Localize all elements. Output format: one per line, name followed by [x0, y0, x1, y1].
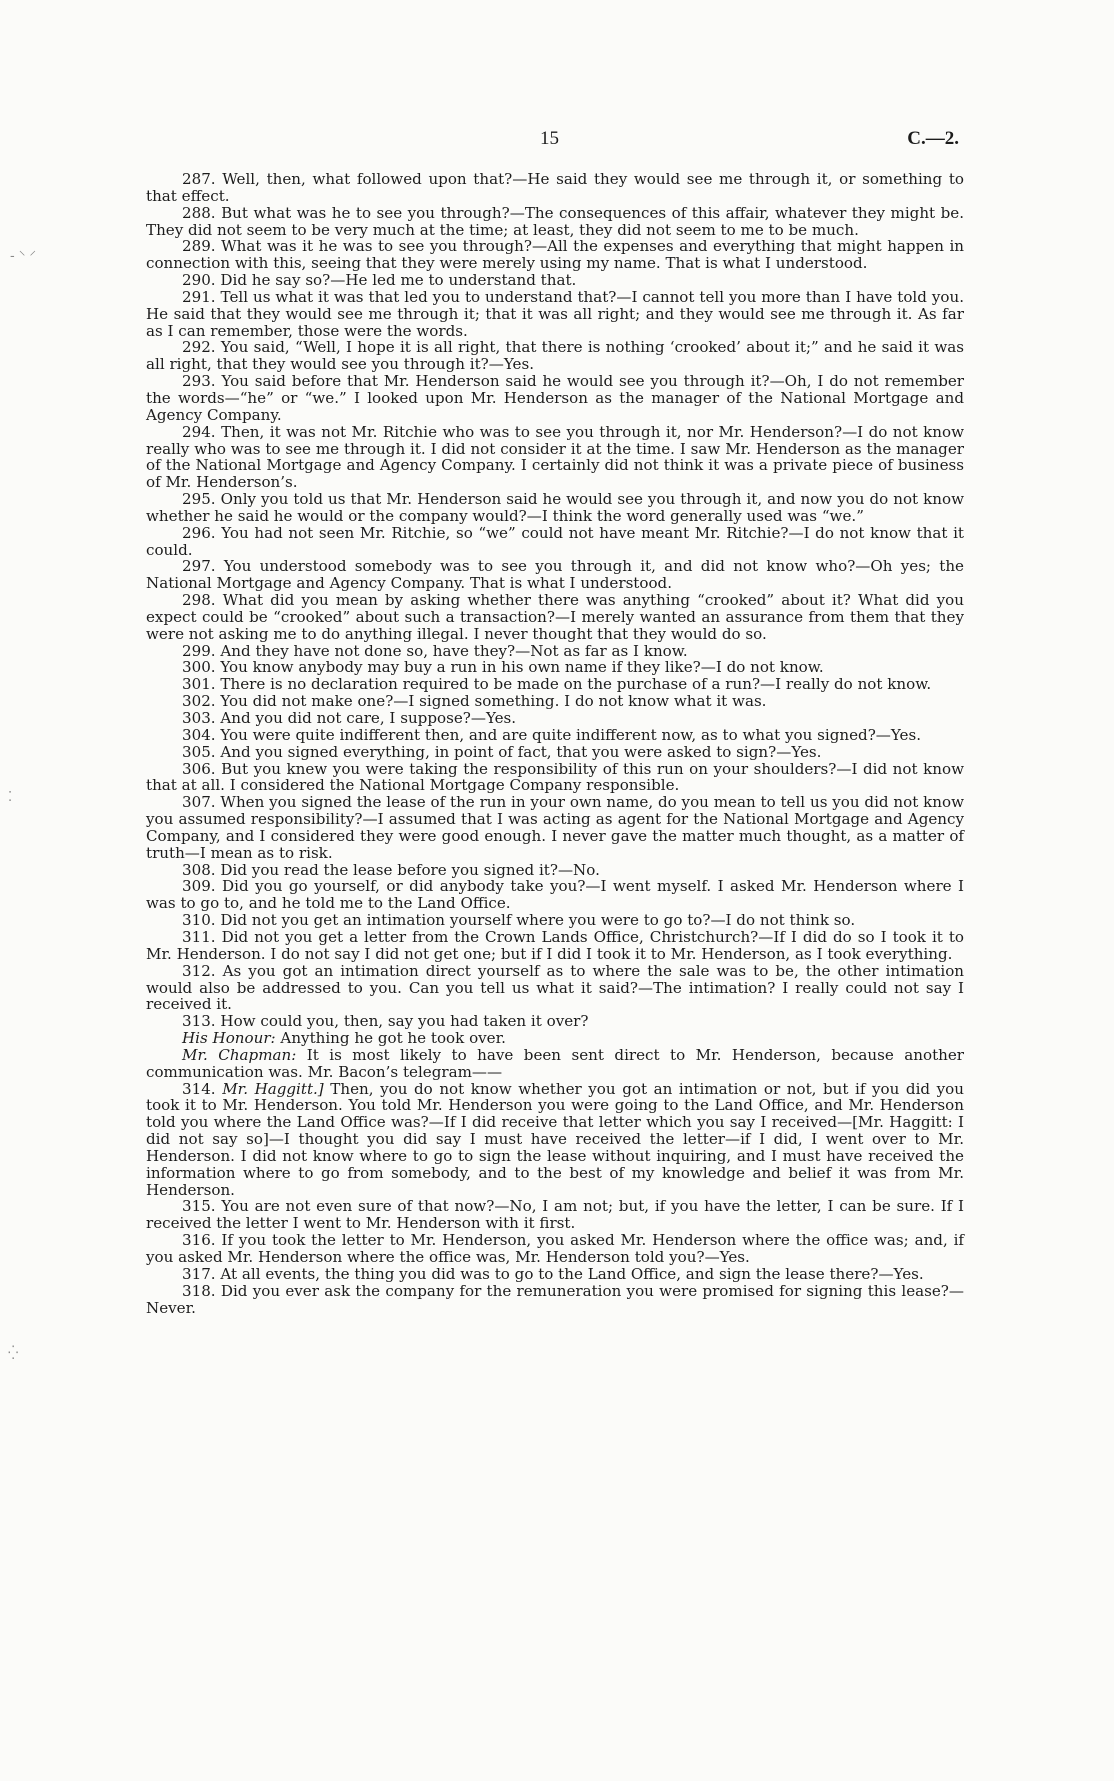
testimony-text [146, 171, 964, 1316]
testimony-paragraph [146, 171, 964, 205]
testimony-paragraph [146, 238, 964, 272]
testimony-paragraph [146, 1283, 964, 1317]
testimony-paragraph [146, 525, 964, 559]
paragraph-text: Then, you do not know whether you got an intimation or not, but if you did you took it to Mr. Henderson. You told Mr. Henderson you were going to the Land Office, and Mr. Henderson told you where the Land Office was?—If I did receive that letter which you say I received—[Mr. Haggitt: I did not say so]—I thought you did say I must have received the letter—if I did, I went over to Mr. Henderson. I did not know where to go to sign the lease without inquiring, and I must have received the information where to go from somebody, and to the best of my knowledge and belief it was from Mr. Henderson. [146, 1079, 964, 1199]
testimony-paragraph [146, 373, 964, 424]
paragraph-text: 315. You are not even sure of that now?—No, I am not; but, if you have the letter, I can be sure. If I received the letter I went to Mr. Henderson with it first. [146, 1197, 964, 1233]
paragraph-text: 295. Only you told us that Mr. Henderson said he would see you through it, and now you do not know whether he said he would or the company would?—I think the word generally used was “we.” [146, 490, 964, 525]
testimony-paragraph [146, 744, 964, 761]
speaker-name: His Honour: [182, 1029, 276, 1048]
testimony-paragraph [146, 693, 964, 710]
paragraph-text: 293. You said before that Mr. Henderson said he would see you through it?—Oh, I do not remember the words—“he” or “we.” I looked upon Mr. Henderson as the manager of the National Mortgage and Agency Company. [146, 372, 964, 424]
paragraph-text: 288. But what was he to see you through?—The consequences of this affair, whatever they might be. They did not seem to be very much at the time; at least, they did not seem to me to be much. [146, 203, 964, 239]
paragraph-text: 299. And they have not done so, have they?—Not as far as I know. [182, 641, 688, 660]
paragraph-text: 310. Did not you get an intimation yourself where you were to go to?—I do not think so. [182, 911, 856, 930]
testimony-paragraph [146, 659, 964, 676]
paragraph-text: It is most likely to have been sent direct to Mr. Henderson, because another communication was. Mr. Bacon’s telegram—— [146, 1045, 965, 1081]
testimony-paragraph [146, 862, 964, 879]
testimony-paragraph [146, 727, 964, 744]
testimony-paragraph [146, 558, 964, 592]
paragraph-text: 302. You did not make one?—I signed something. I do not know what it was. [182, 692, 767, 711]
testimony-paragraph [146, 929, 964, 963]
testimony-paragraph [146, 1047, 964, 1081]
speaker-name: Mr. Chapman: [182, 1045, 297, 1064]
testimony-paragraph [146, 710, 964, 727]
testimony-paragraph [146, 676, 964, 693]
paragraph-text: 311. Did not you get a letter from the Crown Lands Office, Christchurch?—If I did do so I took it to Mr. Henderson. I do not say I did not get one; but if I did I took it to Mr. Henderson, as I took everything. [146, 927, 964, 963]
testimony-paragraph [146, 491, 964, 525]
testimony-paragraph [146, 592, 964, 643]
testimony-paragraph [146, 643, 964, 660]
testimony-paragraph [146, 289, 964, 340]
paragraph-text: 306. But you knew you were taking the responsibility of this run on your shoulders?—I did not know that at all. I considered the National Mortgage Company responsible. [146, 759, 964, 795]
margin-mark: ⁚ [8, 790, 13, 805]
paragraph-text: 287. Well, then, what followed upon that?—He said they would see me through it, or something to that effect. [146, 170, 964, 205]
testimony-paragraph [146, 339, 964, 373]
testimony-paragraph [146, 1081, 964, 1199]
paragraph-text: 303. And you did not care, I suppose?—Yes. [182, 709, 517, 727]
testimony-paragraph [146, 963, 964, 1014]
paragraph-text: 318. Did you ever ask the company for the remuneration you were promised for signing this lease?—Never. [146, 1281, 964, 1317]
paragraph-text: 291. Tell us what it was that led you to understand that?—I cannot tell you more than I have told you. He said that they would see me through it; that it was all right; and they would see me through it. As far as I can remember, those were the words. [146, 287, 964, 340]
testimony-paragraph [146, 205, 964, 239]
document-reference: C.—2. [907, 128, 959, 149]
question-number: 314. [182, 1079, 223, 1098]
testimony-paragraph [146, 794, 964, 861]
margin-mark: ⁛ [8, 1346, 19, 1361]
paragraph-text: 297. You understood somebody was to see you through it, and did not know who?—Oh yes; the National Mortgage and Agency Company. That is what I understood. [146, 557, 964, 593]
paragraph-text: 294. Then, it was not Mr. Ritchie who was to see you through it, nor Mr. Henderson?—I do not know really who was to see me through it. I did not consider it at the time. I saw Mr. Henderson as the manager of the National Mortgage and Agency Company. I certainly did not think it was a private piece of business of Mr. Henderson’s. [146, 422, 964, 492]
paragraph-text: 313. How could you, then, say you had taken it over? [182, 1012, 589, 1031]
paragraph-text: Anything he got he took over. [275, 1029, 506, 1048]
paragraph-text: 301. There is no declaration required to be made on the purchase of a run?—I really do not know. [182, 675, 932, 694]
paragraph-text: 317. At all events, the thing you did was to go to the Land Office, and sign the lease there?—Yes. [182, 1264, 924, 1283]
paragraph-text: 289. What was it he was to see you through?—All the expenses and everything that might happen in connection with this, seeing that they were merely using my name. That is what I understood. [146, 237, 964, 273]
paragraph-text: 304. You were quite indifferent then, and are quite indifferent now, as to what you signed?—Yes. [182, 725, 922, 744]
paragraph-text: 308. Did you read the lease before you signed it?—No. [182, 860, 600, 879]
paragraph-text: 312. As you got an intimation direct yourself as to where the sale was to be, the other intimation would also be addressed to you. Can you tell us what it said?—The intimation? I really could not say I received it. [146, 961, 964, 1014]
paragraph-text: 305. And you signed everything, in point of fact, that you were asked to sign?—Yes. [182, 742, 822, 761]
testimony-paragraph [146, 272, 964, 289]
testimony-paragraph [146, 1232, 964, 1266]
paragraph-text: 307. When you signed the lease of the run in your own name, do you mean to tell us you did not know you assumed responsibility?—I assumed that I was acting as agent for the National Mortgage and Agency Company, and I considered they were good enough. I never gave the matter much thought, as a matter of truth—I mean as to risk. [146, 793, 964, 862]
paragraph-text: 290. Did he say so?—He led me to understand that. [182, 271, 577, 290]
margin-mark: - ⸌ ⸍ [10, 249, 36, 264]
testimony-paragraph [146, 1198, 964, 1232]
paragraph-text: 296. You had not seen Mr. Ritchie, so “we” could not have meant Mr. Ritchie?—I do not know that it could. [146, 523, 964, 559]
paragraph-text: 316. If you took the letter to Mr. Henderson, you asked Mr. Henderson where the office was; and, if you asked Mr. Henderson where the office was, Mr. Henderson told you?—Yes. [146, 1231, 964, 1266]
testimony-paragraph [146, 878, 964, 912]
testimony-paragraph [146, 912, 964, 929]
speaker-name: Mr. Haggitt.] [222, 1079, 324, 1098]
page-number: 15 [540, 128, 559, 149]
page-header [0, 128, 1114, 158]
testimony-paragraph [146, 424, 964, 491]
testimony-paragraph [146, 1030, 964, 1047]
paragraph-text: 309. Did you go yourself, or did anybody take you?—I went myself. I asked Mr. Henderson where I was to go to, and he told me to the Land Office. [146, 877, 964, 913]
testimony-paragraph [146, 761, 964, 795]
testimony-paragraph [146, 1013, 964, 1030]
paragraph-text: 298. What did you mean by asking whether there was anything “crooked” about it? What did you expect could be “crooked” about such a transaction?—I merely wanted an assurance from them that they were not asking me to do anything illegal. I never thought that they would do so. [146, 591, 964, 643]
testimony-paragraph [146, 1266, 964, 1283]
paragraph-text: 292. You said, “Well, I hope it is all right, that there is nothing ‘crooked’ about it;” and he said it was all right, that they would see you through it?—Yes. [146, 338, 964, 374]
paragraph-text: 300. You know anybody may buy a run in his own name if they like?—I do not know. [182, 658, 824, 677]
